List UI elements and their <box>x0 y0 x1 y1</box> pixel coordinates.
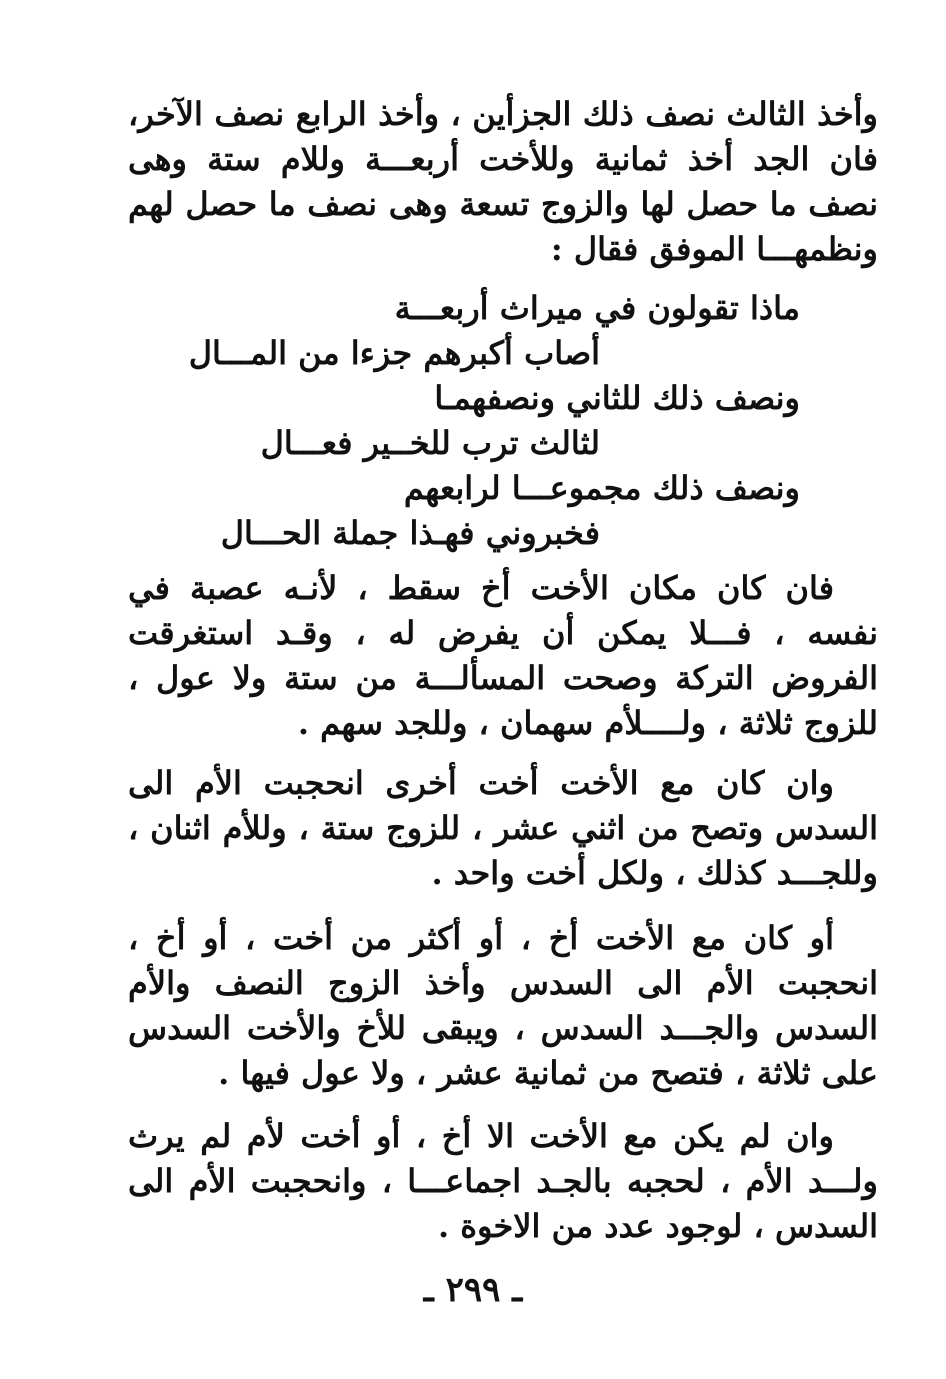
poem-line-6: فخبروني فهـذا جملة الحـــال <box>220 514 600 552</box>
poem <box>128 286 878 556</box>
paragraph-brother-case <box>128 566 878 746</box>
paragraph-two-sisters-case <box>128 761 878 896</box>
paragraph-text: فان كان مكان الأخت أخ سقط ، لأنـه عصبة في نفسه ، فـــلا يمكن أن يفرض له ، وقـد استغرقت الفروض التركة وصحت المسألـــة من ستة ولا عول ، للزوج ثلاثة ، ولــــلأم سهمان ، وللجد سهم . <box>128 569 878 742</box>
poem-line-3: ونصف ذلك للثاني ونصفهمـا <box>434 379 800 417</box>
paragraph-text: وان كان مع الأخت أخت أخرى انحجبت الأم الى السدس وتصح من اثني عشر ، للزوج ستة ، وللأم اثنان ، وللجـــد كذلك ، ولكل أخت واحد . <box>128 764 878 892</box>
paragraph-text: وأخذ الثالث نصف ذلك الجزأين ، وأخذ الرابع نصف الآخر، فان الجد أخذ ثمانية وللأخت أربعـــة وللام ستة وهى نصف ما حصل لها والزوج تسعة وهى نصف ما حصل لهم ونظمهـــا الموفق فقال : <box>128 95 878 268</box>
poem-line-4: لثالث ترب للخــير فعـــال <box>260 424 600 462</box>
poem-line-2: أصاب أكبرهم جزءا من المـــال <box>188 334 600 372</box>
paragraph-text: أو كان مع الأخت أخ ، أو أكثر من أخت ، أو أخ ، انحجبت الأم الى السدس وأخذ الزوج النصف والأم السدس والجـــد السدس ، ويبقى للأخ والأخت السدس على ثلاثة ، فتصح من ثمانية عشر ، ولا عول فيها . <box>128 919 878 1092</box>
paragraph-brother-or-more-case <box>128 916 878 1096</box>
paragraph-maternal-case <box>128 1114 878 1249</box>
poem-line-1: ماذا تقولون في ميراث أربعـــة <box>394 289 800 327</box>
poem-line-5: ونصف ذلك مجموعـــا لرابعهم <box>403 469 800 507</box>
paragraph-text: وان لم يكن مع الأخت الا أخ ، أو أخت لأم لم يرث ولـــد الأم ، لحجبه بالجـد اجماعـــا ، وانحجبت الأم الى السدس ، لوجود عدد من الاخوة . <box>128 1117 878 1245</box>
paragraph-intro <box>128 92 878 272</box>
page-number: ـ ٢٩٩ ـ <box>423 1270 523 1310</box>
